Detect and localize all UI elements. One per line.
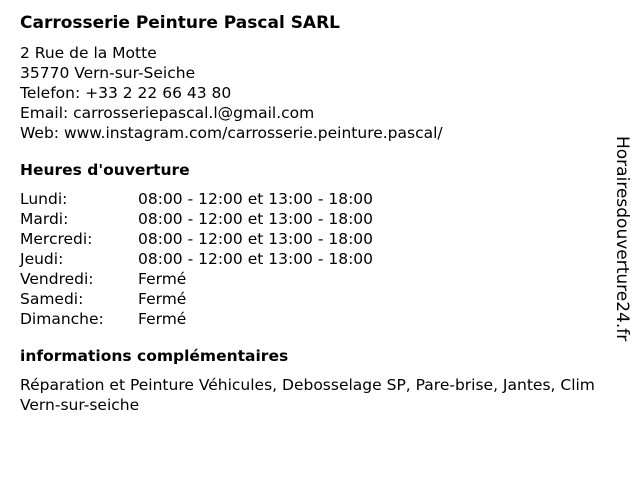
hours-title: Heures d'ouverture — [20, 161, 190, 179]
phone-line[interactable]: Telefon: +33 2 22 66 43 80 — [20, 84, 232, 102]
day-time: 08:00 - 12:00 et 13:00 - 18:00 — [138, 190, 374, 208]
business-card — [20, 12, 610, 415]
day-label: Vendredi: — [20, 270, 94, 288]
hours-row-jeudi — [20, 249, 610, 269]
day-time: 08:00 - 12:00 et 13:00 - 18:00 — [138, 250, 374, 268]
hours-row-dimanche — [20, 309, 610, 329]
day-time: 08:00 - 12:00 et 13:00 - 18:00 — [138, 210, 374, 228]
day-label: Mercredi: — [20, 230, 93, 248]
contact-block — [20, 43, 610, 143]
day-label: Lundi: — [20, 190, 68, 208]
hours-row-mardi — [20, 209, 610, 229]
day-label: Mardi: — [20, 210, 69, 228]
city-address: 35770 Vern-sur-Seiche — [20, 64, 196, 82]
hours-row-vendredi — [20, 269, 610, 289]
day-time: Fermé — [138, 270, 187, 288]
day-time: 08:00 - 12:00 et 13:00 - 18:00 — [138, 230, 374, 248]
day-time: Fermé — [138, 290, 187, 308]
day-label: Dimanche: — [20, 310, 104, 328]
website-line[interactable]: Web: www.instagram.com/carrosserie.peinture.pascal/ — [20, 124, 443, 142]
day-label: Samedi: — [20, 290, 84, 308]
vertical-brand-label: Horairesdouverture24.fr — [612, 136, 632, 342]
hours-row-mercredi — [20, 229, 610, 249]
business-name: Carrosserie Peinture Pascal SARL — [20, 13, 341, 33]
email-line[interactable]: Email: carrosseriepascal.l@gmail.com — [20, 104, 315, 122]
day-time: Fermé — [138, 310, 187, 328]
info-title: informations complémentaires — [20, 347, 289, 365]
day-label: Jeudi: — [20, 250, 64, 268]
street-address: 2 Rue de la Motte — [20, 44, 157, 62]
hours-row-samedi — [20, 289, 610, 309]
hours-table — [20, 189, 610, 329]
hours-row-lundi — [20, 189, 610, 209]
info-text: Réparation et Peinture Véhicules, Debosselage SP, Pare-brise, Jantes, Clim Vern-sur-seiche — [20, 376, 595, 414]
